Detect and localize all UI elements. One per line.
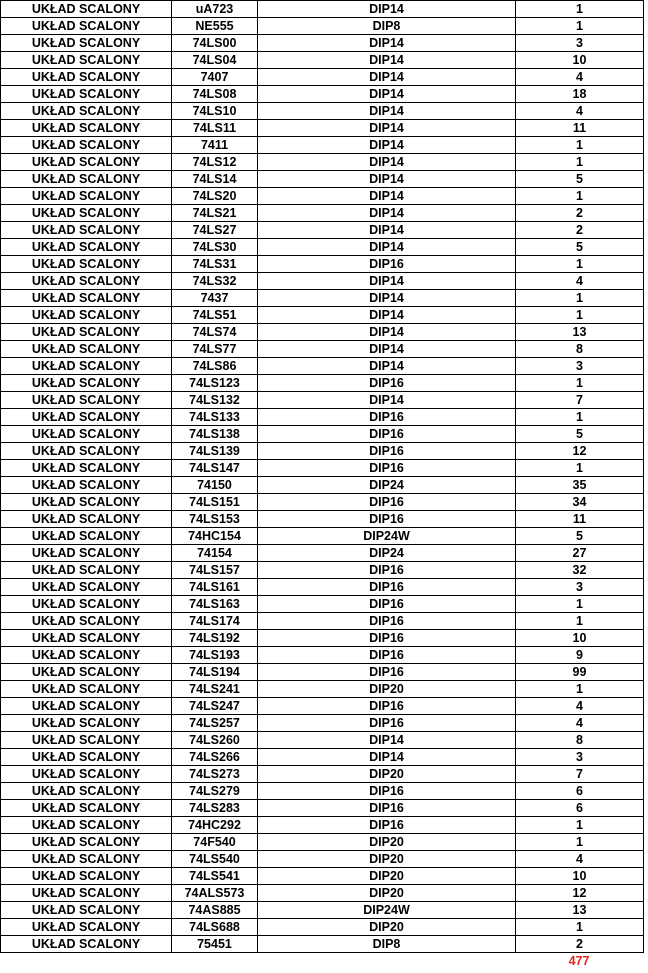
- package-cell: DIP24: [258, 477, 516, 494]
- package-cell: DIP20: [258, 851, 516, 868]
- component-type-cell: UKŁAD SCALONY: [1, 188, 172, 205]
- quantity-cell: 1: [516, 375, 644, 392]
- part-number-cell: 74LS266: [172, 749, 258, 766]
- package-cell: DIP16: [258, 443, 516, 460]
- component-type-cell: UKŁAD SCALONY: [1, 630, 172, 647]
- package-cell: DIP24W: [258, 528, 516, 545]
- quantity-cell: 1: [516, 596, 644, 613]
- part-number-cell: 74LS157: [172, 562, 258, 579]
- package-cell: DIP20: [258, 681, 516, 698]
- quantity-cell: 4: [516, 698, 644, 715]
- quantity-cell: 1: [516, 154, 644, 171]
- package-cell: DIP16: [258, 409, 516, 426]
- package-cell: DIP14: [258, 103, 516, 120]
- package-cell: DIP16: [258, 817, 516, 834]
- component-type-cell: UKŁAD SCALONY: [1, 324, 172, 341]
- component-type-cell: UKŁAD SCALONY: [1, 885, 172, 902]
- table-row: [1, 528, 644, 545]
- part-number-cell: 74LS260: [172, 732, 258, 749]
- table-row: [1, 817, 644, 834]
- table-row: [1, 477, 644, 494]
- part-number-cell: 74LS241: [172, 681, 258, 698]
- component-type-cell: UKŁAD SCALONY: [1, 783, 172, 800]
- part-number-cell: 74LS132: [172, 392, 258, 409]
- part-number-cell: 74LS161: [172, 579, 258, 596]
- table-row: [1, 749, 644, 766]
- quantity-cell: 6: [516, 800, 644, 817]
- package-cell: DIP16: [258, 647, 516, 664]
- component-type-cell: UKŁAD SCALONY: [1, 562, 172, 579]
- component-type-cell: UKŁAD SCALONY: [1, 494, 172, 511]
- part-number-cell: 75451: [172, 936, 258, 953]
- component-type-cell: UKŁAD SCALONY: [1, 120, 172, 137]
- component-type-cell: UKŁAD SCALONY: [1, 341, 172, 358]
- component-type-cell: UKŁAD SCALONY: [1, 766, 172, 783]
- quantity-cell: 4: [516, 715, 644, 732]
- table-row: [1, 171, 644, 188]
- quantity-cell: 3: [516, 358, 644, 375]
- part-number-cell: 74AS885: [172, 902, 258, 919]
- quantity-cell: 4: [516, 851, 644, 868]
- package-cell: DIP14: [258, 171, 516, 188]
- quantity-cell: 35: [516, 477, 644, 494]
- part-number-cell: 74LS194: [172, 664, 258, 681]
- part-number-cell: 7437: [172, 290, 258, 307]
- quantity-cell: 11: [516, 120, 644, 137]
- quantity-cell: 10: [516, 868, 644, 885]
- component-type-cell: UKŁAD SCALONY: [1, 681, 172, 698]
- quantity-cell: 34: [516, 494, 644, 511]
- part-number-cell: 74LS147: [172, 460, 258, 477]
- table-row: [1, 783, 644, 800]
- part-number-cell: 74LS00: [172, 35, 258, 52]
- component-type-cell: UKŁAD SCALONY: [1, 868, 172, 885]
- component-type-cell: UKŁAD SCALONY: [1, 664, 172, 681]
- table-row: [1, 698, 644, 715]
- part-number-cell: 74LS32: [172, 273, 258, 290]
- quantity-cell: 32: [516, 562, 644, 579]
- component-type-cell: UKŁAD SCALONY: [1, 443, 172, 460]
- table-row: [1, 392, 644, 409]
- table-row: [1, 341, 644, 358]
- part-number-cell: 74LS123: [172, 375, 258, 392]
- table-row: [1, 613, 644, 630]
- package-cell: DIP14: [258, 205, 516, 222]
- part-number-cell: 74LS273: [172, 766, 258, 783]
- package-cell: DIP16: [258, 494, 516, 511]
- component-type-cell: UKŁAD SCALONY: [1, 239, 172, 256]
- quantity-cell: 1: [516, 256, 644, 273]
- quantity-cell: 1: [516, 307, 644, 324]
- part-number-cell: 74ALS573: [172, 885, 258, 902]
- part-number-cell: 74LS11: [172, 120, 258, 137]
- part-number-cell: 74LS14: [172, 171, 258, 188]
- table-row: [1, 902, 644, 919]
- quantity-cell: 5: [516, 528, 644, 545]
- package-cell: DIP14: [258, 35, 516, 52]
- quantity-cell: 4: [516, 103, 644, 120]
- table-row: [1, 120, 644, 137]
- table-row: [1, 460, 644, 477]
- package-cell: DIP24: [258, 545, 516, 562]
- quantity-cell: 5: [516, 426, 644, 443]
- table-row: [1, 69, 644, 86]
- table-row: [1, 443, 644, 460]
- table-row: [1, 154, 644, 171]
- table-row: [1, 256, 644, 273]
- quantity-cell: 1: [516, 290, 644, 307]
- quantity-cell: 1: [516, 1, 644, 18]
- table-row: [1, 545, 644, 562]
- package-cell: DIP16: [258, 613, 516, 630]
- package-cell: DIP16: [258, 426, 516, 443]
- table-row: [1, 885, 644, 902]
- quantity-cell: 8: [516, 732, 644, 749]
- table-row: [1, 358, 644, 375]
- package-cell: DIP20: [258, 834, 516, 851]
- component-type-cell: UKŁAD SCALONY: [1, 698, 172, 715]
- component-type-cell: UKŁAD SCALONY: [1, 511, 172, 528]
- package-cell: DIP16: [258, 715, 516, 732]
- part-number-cell: 7407: [172, 69, 258, 86]
- package-cell: DIP14: [258, 222, 516, 239]
- table-row: [1, 290, 644, 307]
- quantity-cell: 1: [516, 613, 644, 630]
- component-type-cell: UKŁAD SCALONY: [1, 222, 172, 239]
- quantity-cell: 9: [516, 647, 644, 664]
- package-cell: DIP16: [258, 579, 516, 596]
- quantity-cell: 7: [516, 392, 644, 409]
- part-number-cell: 74LS279: [172, 783, 258, 800]
- package-cell: DIP14: [258, 290, 516, 307]
- part-number-cell: 74LS27: [172, 222, 258, 239]
- package-cell: DIP14: [258, 392, 516, 409]
- package-cell: DIP8: [258, 936, 516, 953]
- component-type-cell: UKŁAD SCALONY: [1, 86, 172, 103]
- quantity-cell: 13: [516, 902, 644, 919]
- table-row: [1, 324, 644, 341]
- table-row: [1, 188, 644, 205]
- quantity-cell: 3: [516, 749, 644, 766]
- table-row: [1, 222, 644, 239]
- package-cell: DIP14: [258, 273, 516, 290]
- quantity-cell: 10: [516, 52, 644, 69]
- component-type-cell: UKŁAD SCALONY: [1, 647, 172, 664]
- package-cell: DIP14: [258, 324, 516, 341]
- table-row: [1, 732, 644, 749]
- part-number-cell: 74HC292: [172, 817, 258, 834]
- component-type-cell: UKŁAD SCALONY: [1, 851, 172, 868]
- quantity-cell: 2: [516, 205, 644, 222]
- table-row: [1, 851, 644, 868]
- quantity-cell: 6: [516, 783, 644, 800]
- part-number-cell: 74LS12: [172, 154, 258, 171]
- component-type-cell: UKŁAD SCALONY: [1, 290, 172, 307]
- package-cell: DIP16: [258, 596, 516, 613]
- package-cell: DIP16: [258, 562, 516, 579]
- package-cell: DIP14: [258, 732, 516, 749]
- part-number-cell: 74LS20: [172, 188, 258, 205]
- component-type-cell: UKŁAD SCALONY: [1, 375, 172, 392]
- table-row: [1, 800, 644, 817]
- quantity-cell: 1: [516, 681, 644, 698]
- quantity-cell: 4: [516, 69, 644, 86]
- package-cell: DIP14: [258, 154, 516, 171]
- quantity-cell: 1: [516, 188, 644, 205]
- part-number-cell: 74LS51: [172, 307, 258, 324]
- component-type-cell: UKŁAD SCALONY: [1, 579, 172, 596]
- quantity-cell: 12: [516, 885, 644, 902]
- part-number-cell: 74LS10: [172, 103, 258, 120]
- package-cell: DIP14: [258, 1, 516, 18]
- part-number-cell: 74LS138: [172, 426, 258, 443]
- table-row: [1, 273, 644, 290]
- package-cell: DIP16: [258, 783, 516, 800]
- part-number-cell: NE555: [172, 18, 258, 35]
- table-row: [1, 868, 644, 885]
- component-type-cell: UKŁAD SCALONY: [1, 171, 172, 188]
- component-type-cell: UKŁAD SCALONY: [1, 528, 172, 545]
- table-row: [1, 715, 644, 732]
- table-row: [1, 596, 644, 613]
- quantity-cell: 2: [516, 222, 644, 239]
- quantity-cell: 8: [516, 341, 644, 358]
- table-row: [1, 137, 644, 154]
- component-type-cell: UKŁAD SCALONY: [1, 545, 172, 562]
- component-type-cell: UKŁAD SCALONY: [1, 596, 172, 613]
- component-type-cell: UKŁAD SCALONY: [1, 936, 172, 953]
- quantity-cell: 1: [516, 919, 644, 936]
- part-number-cell: 74LS283: [172, 800, 258, 817]
- package-cell: DIP20: [258, 919, 516, 936]
- table-row: [1, 307, 644, 324]
- part-number-cell: uA723: [172, 1, 258, 18]
- quantity-cell: 3: [516, 579, 644, 596]
- quantity-cell: 2: [516, 936, 644, 953]
- table-row: [1, 562, 644, 579]
- part-number-cell: 74LS08: [172, 86, 258, 103]
- component-type-cell: UKŁAD SCALONY: [1, 392, 172, 409]
- package-cell: DIP14: [258, 188, 516, 205]
- component-type-cell: UKŁAD SCALONY: [1, 800, 172, 817]
- quantity-cell: 4: [516, 273, 644, 290]
- package-cell: DIP16: [258, 800, 516, 817]
- table-row: [1, 919, 644, 936]
- quantity-cell: 5: [516, 239, 644, 256]
- table-row: [1, 681, 644, 698]
- package-cell: DIP24W: [258, 902, 516, 919]
- part-number-cell: 74LS192: [172, 630, 258, 647]
- component-type-cell: UKŁAD SCALONY: [1, 18, 172, 35]
- component-type-cell: UKŁAD SCALONY: [1, 834, 172, 851]
- part-number-cell: 74LS247: [172, 698, 258, 715]
- component-type-cell: UKŁAD SCALONY: [1, 409, 172, 426]
- component-type-cell: UKŁAD SCALONY: [1, 817, 172, 834]
- component-type-cell: UKŁAD SCALONY: [1, 613, 172, 630]
- package-cell: DIP14: [258, 341, 516, 358]
- table-row: [1, 409, 644, 426]
- package-cell: DIP16: [258, 511, 516, 528]
- component-type-cell: UKŁAD SCALONY: [1, 256, 172, 273]
- quantity-cell: 1: [516, 18, 644, 35]
- package-cell: DIP14: [258, 137, 516, 154]
- package-cell: DIP14: [258, 239, 516, 256]
- quantity-cell: 27: [516, 545, 644, 562]
- component-type-cell: UKŁAD SCALONY: [1, 358, 172, 375]
- table-row: [1, 936, 644, 953]
- part-number-cell: 74LS31: [172, 256, 258, 273]
- component-type-cell: UKŁAD SCALONY: [1, 205, 172, 222]
- component-type-cell: UKŁAD SCALONY: [1, 137, 172, 154]
- quantity-cell: 7: [516, 766, 644, 783]
- part-number-cell: 74LS688: [172, 919, 258, 936]
- part-number-cell: 74LS174: [172, 613, 258, 630]
- component-type-cell: UKŁAD SCALONY: [1, 919, 172, 936]
- package-cell: DIP16: [258, 664, 516, 681]
- part-number-cell: 74LS540: [172, 851, 258, 868]
- inventory-table-body: [1, 1, 644, 953]
- component-type-cell: UKŁAD SCALONY: [1, 273, 172, 290]
- part-number-cell: 74LS77: [172, 341, 258, 358]
- table-row: [1, 239, 644, 256]
- component-type-cell: UKŁAD SCALONY: [1, 477, 172, 494]
- table-row: [1, 664, 644, 681]
- quantity-cell: 3: [516, 35, 644, 52]
- part-number-cell: 74LS151: [172, 494, 258, 511]
- package-cell: DIP14: [258, 69, 516, 86]
- part-number-cell: 74154: [172, 545, 258, 562]
- component-type-cell: UKŁAD SCALONY: [1, 732, 172, 749]
- part-number-cell: 74LS193: [172, 647, 258, 664]
- table-row: [1, 579, 644, 596]
- component-type-cell: UKŁAD SCALONY: [1, 307, 172, 324]
- table-row: [1, 86, 644, 103]
- quantity-cell: 99: [516, 664, 644, 681]
- part-number-cell: 74LS133: [172, 409, 258, 426]
- quantity-cell: 11: [516, 511, 644, 528]
- package-cell: DIP20: [258, 766, 516, 783]
- package-cell: DIP16: [258, 630, 516, 647]
- package-cell: DIP16: [258, 256, 516, 273]
- component-type-cell: UKŁAD SCALONY: [1, 902, 172, 919]
- quantity-cell: 5: [516, 171, 644, 188]
- package-cell: DIP8: [258, 18, 516, 35]
- package-cell: DIP20: [258, 885, 516, 902]
- quantity-cell: 10: [516, 630, 644, 647]
- table-row: [1, 205, 644, 222]
- part-number-cell: 7411: [172, 137, 258, 154]
- quantity-cell: 1: [516, 834, 644, 851]
- table-row: [1, 426, 644, 443]
- part-number-cell: 74LS139: [172, 443, 258, 460]
- table-row: [1, 375, 644, 392]
- quantity-cell: 12: [516, 443, 644, 460]
- component-type-cell: UKŁAD SCALONY: [1, 35, 172, 52]
- component-type-cell: UKŁAD SCALONY: [1, 69, 172, 86]
- package-cell: DIP16: [258, 460, 516, 477]
- table-row: [1, 511, 644, 528]
- component-type-cell: UKŁAD SCALONY: [1, 103, 172, 120]
- table-row: [1, 766, 644, 783]
- part-number-cell: 74LS541: [172, 868, 258, 885]
- table-row: [1, 494, 644, 511]
- package-cell: DIP14: [258, 120, 516, 137]
- table-row: [1, 52, 644, 69]
- package-cell: DIP20: [258, 868, 516, 885]
- part-number-cell: 74F540: [172, 834, 258, 851]
- component-type-cell: UKŁAD SCALONY: [1, 1, 172, 18]
- package-cell: DIP16: [258, 698, 516, 715]
- component-type-cell: UKŁAD SCALONY: [1, 749, 172, 766]
- part-number-cell: 74LS74: [172, 324, 258, 341]
- quantity-cell: 1: [516, 460, 644, 477]
- part-number-cell: 74LS86: [172, 358, 258, 375]
- table-row: [1, 1, 644, 18]
- table-row: [1, 630, 644, 647]
- table-row: [1, 103, 644, 120]
- part-number-cell: 74LS30: [172, 239, 258, 256]
- table-row: [1, 647, 644, 664]
- part-number-cell: 74LS153: [172, 511, 258, 528]
- quantity-cell: 13: [516, 324, 644, 341]
- component-type-cell: UKŁAD SCALONY: [1, 426, 172, 443]
- package-cell: DIP14: [258, 52, 516, 69]
- component-type-cell: UKŁAD SCALONY: [1, 154, 172, 171]
- component-type-cell: UKŁAD SCALONY: [1, 52, 172, 69]
- table-row: [1, 834, 644, 851]
- part-number-cell: 74HC154: [172, 528, 258, 545]
- package-cell: DIP14: [258, 358, 516, 375]
- part-number-cell: 74150: [172, 477, 258, 494]
- component-type-cell: UKŁAD SCALONY: [1, 460, 172, 477]
- package-cell: DIP14: [258, 307, 516, 324]
- table-row: [1, 18, 644, 35]
- quantity-cell: 18: [516, 86, 644, 103]
- table-row: [1, 35, 644, 52]
- package-cell: DIP14: [258, 749, 516, 766]
- part-number-cell: 74LS257: [172, 715, 258, 732]
- quantity-cell: 1: [516, 137, 644, 154]
- quantity-cell: 1: [516, 409, 644, 426]
- part-number-cell: 74LS21: [172, 205, 258, 222]
- package-cell: DIP16: [258, 375, 516, 392]
- quantity-cell: 1: [516, 817, 644, 834]
- part-number-cell: 74LS04: [172, 52, 258, 69]
- package-cell: DIP14: [258, 86, 516, 103]
- component-type-cell: UKŁAD SCALONY: [1, 715, 172, 732]
- total-quantity: 477: [568, 954, 590, 968]
- part-number-cell: 74LS163: [172, 596, 258, 613]
